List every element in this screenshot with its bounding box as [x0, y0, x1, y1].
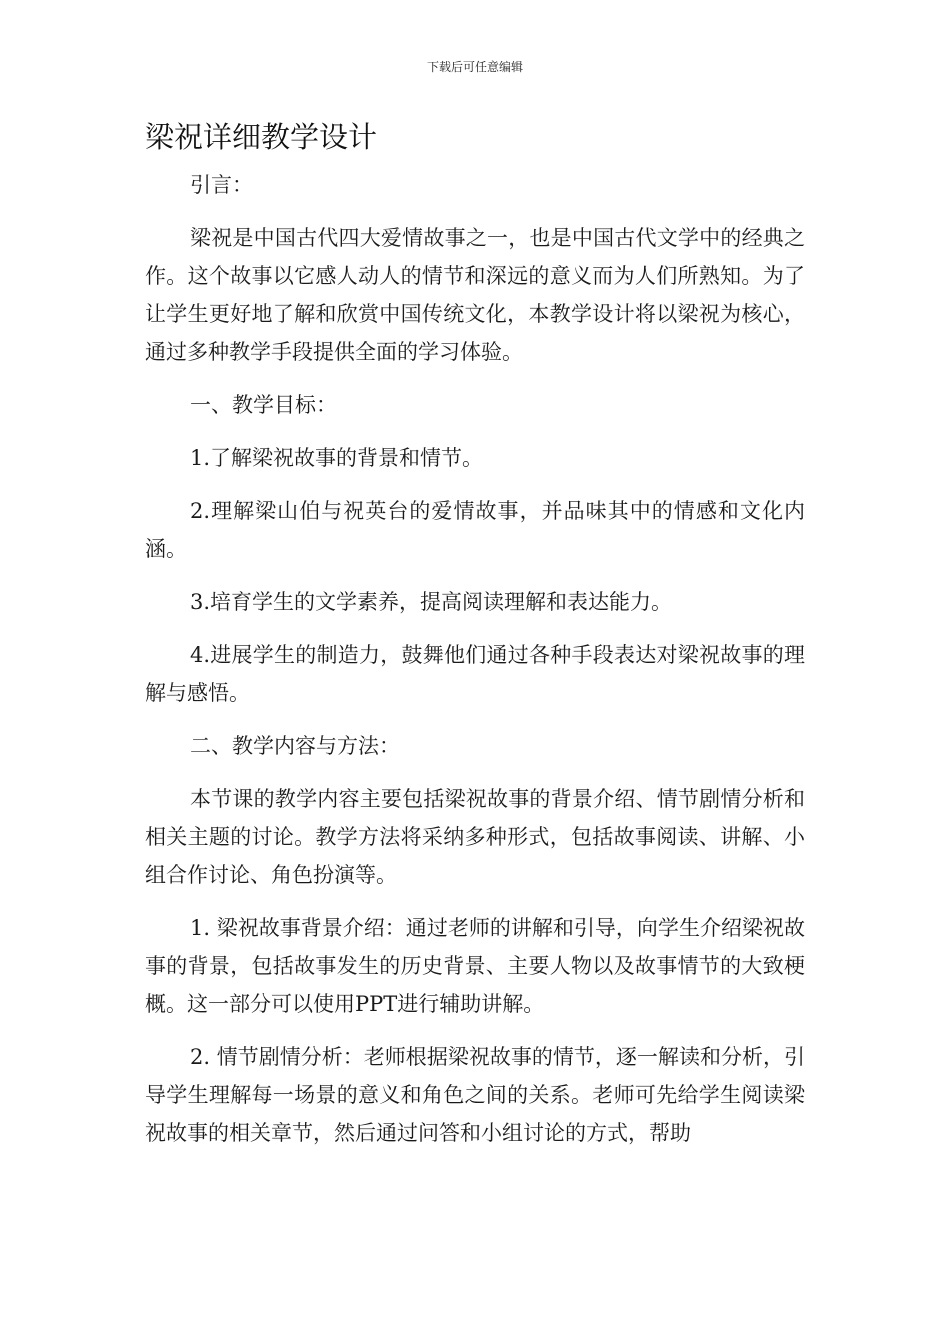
content-item-1: 1. 梁祝故事背景介绍：通过老师的讲解和引导，向学生介绍梁祝故事的背景，包括故事发生的历史背景、主要人物以及故事情节的大致梗概。这一部分可以使用PPT进行辅助讲解。 — [145, 916, 805, 1016]
goal-item-3: 3.培育学生的文学素养，提高阅读理解和表达能力。 — [190, 590, 673, 614]
content-paragraph: 本节课的教学内容主要包括梁祝故事的背景介绍、情节剧情分析和相关主题的讨论。教学方法将采纳多种形式，包括故事阅读、讲解、小组合作讨论、角色扮演等。 — [145, 787, 805, 887]
section-heading-content: 二、教学内容与方法： — [190, 734, 400, 758]
goal-item-2: 2.理解梁山伯与祝英台的爱情故事，并品味其中的情感和文化内涵。 — [145, 499, 805, 561]
goal-item-4: 4.进展学生的制造力，鼓舞他们通过各种手段表达对梁祝故事的理解与感悟。 — [145, 643, 805, 705]
section-heading-goals: 一、教学目标： — [190, 393, 337, 417]
goal-item-1: 1.了解梁祝故事的背景和情节。 — [190, 446, 484, 470]
content-item-2: 2. 情节剧情分析：老师根据梁祝故事的情节，逐一解读和分析，引导学生理解每一场景的意义和角色之间的关系。老师可先给学生阅读梁祝故事的相关章节，然后通过问答和小组讨论的方式，帮助 — [145, 1045, 805, 1145]
intro-heading: 引言： — [190, 173, 253, 197]
document-body — [145, 166, 805, 1167]
intro-paragraph: 梁祝是中国古代四大爱情故事之一，也是中国古代文学中的经典之作。这个故事以它感人动人的情节和深远的意义而为人们所熟知。为了让学生更好地了解和欣赏中国传统文化，本教学设计将以梁祝为核心，通过多种教学手段提供全面的学习体验。 — [145, 226, 805, 364]
page-header: 下载后可任意编辑 — [426, 60, 523, 74]
document-title: 梁祝详细教学设计 — [145, 120, 378, 154]
